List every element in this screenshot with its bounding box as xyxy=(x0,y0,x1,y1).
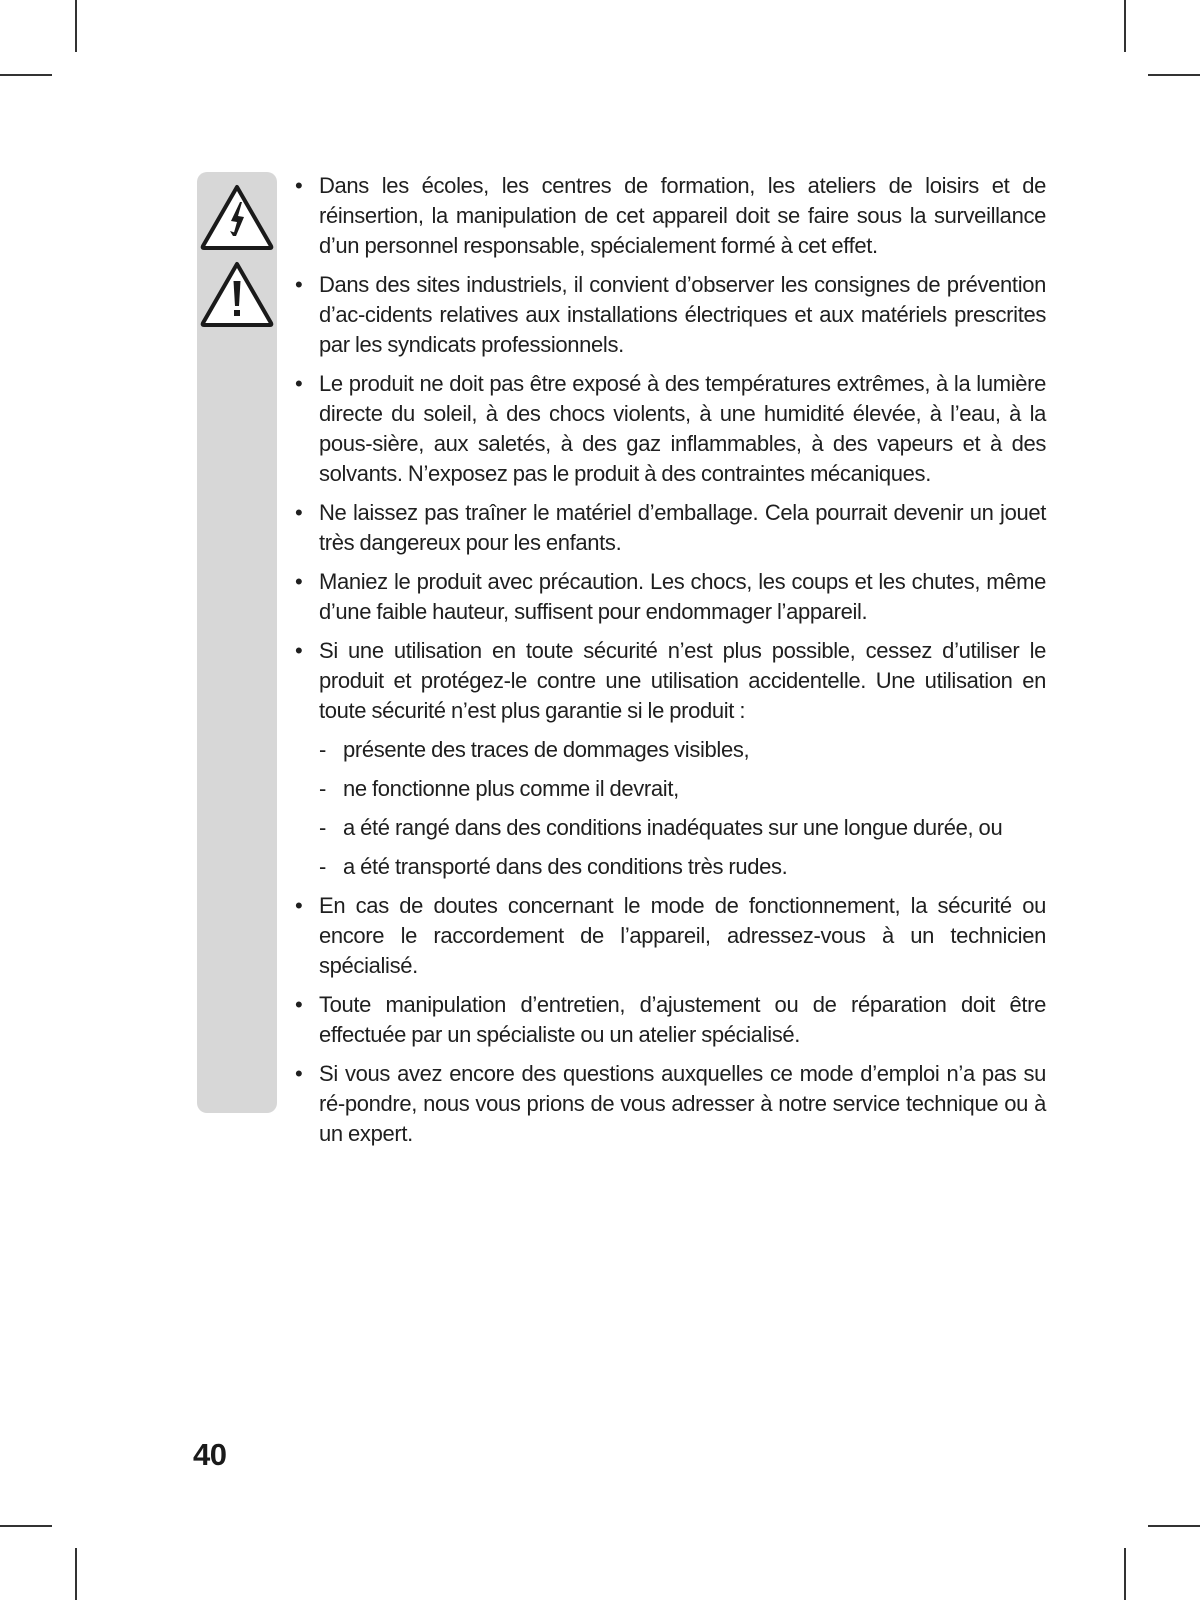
bullet-marker: • xyxy=(295,371,303,396)
crop-mark-top-right-horizontal xyxy=(1148,74,1200,76)
sub-list-item-text: a été transporté dans des conditions très rudes. xyxy=(343,854,788,879)
list-item xyxy=(292,636,1046,726)
bullet-marker: • xyxy=(295,500,303,525)
list-item-text: Si une utilisation en toute sécurité n’est plus possible, cessez d’utiliser le produit et protégez-le contre une utilisation accidentelle. Une utilisation en toute sécurité n’est plus garantie si le produit : xyxy=(319,638,1046,723)
dash-marker: - xyxy=(319,854,326,879)
crop-mark-bottom-right-horizontal xyxy=(1148,1525,1200,1527)
list-item-text: Si vous avez encore des questions auxquelles ce mode d’emploi n’a pas su ré-pondre, nous vous prions de vous adresser à notre service technique ou à un expert. xyxy=(319,1061,1046,1146)
sub-list-item xyxy=(292,852,1046,882)
bullet-marker: • xyxy=(295,1061,303,1086)
dash-marker: - xyxy=(319,737,326,762)
sub-list xyxy=(292,735,1046,882)
list-item-text: Ne laissez pas traîner le matériel d’emballage. Cela pourrait devenir un jouet très dangereux pour les enfants. xyxy=(319,500,1046,555)
bullet-marker: • xyxy=(295,893,303,918)
sub-list-item-text: a été rangé dans des conditions inadéquates sur une longue durée, ou xyxy=(343,815,1003,840)
crop-mark-bottom-left-vertical xyxy=(75,1548,77,1600)
list-item-text: Toute manipulation d’entretien, d’ajustement ou de réparation doit être effectuée par un spécialiste ou un atelier spécialisé. xyxy=(319,992,1046,1047)
list-item xyxy=(292,171,1046,261)
bullet-marker: • xyxy=(295,569,303,594)
warning-exclamation-icon xyxy=(200,261,274,327)
crop-mark-bottom-right-vertical xyxy=(1124,1548,1126,1600)
list-item-text: En cas de doutes concernant le mode de fonctionnement, la sécurité ou encore le raccordement de l’appareil, adressez-vous à un technicien spécialisé. xyxy=(319,893,1046,978)
sub-list-item-text: ne fonctionne plus comme il devrait, xyxy=(343,776,679,801)
list-item-text: Maniez le produit avec précaution. Les chocs, les coups et les chutes, même d’une faible hauteur, suffisent pour endommager l’appareil. xyxy=(319,569,1046,624)
page-number: 40 xyxy=(193,1437,227,1472)
bullet-marker: • xyxy=(295,272,303,297)
sub-list-item xyxy=(292,774,1046,804)
safety-instructions-list xyxy=(292,171,1046,1158)
list-item-text: Dans des sites industriels, il convient d’observer les consignes de prévention d’ac-cidents relatives aux installations électriques et aux matériels prescrites par les syndicats professionnels. xyxy=(319,272,1046,357)
sub-list-item xyxy=(292,735,1046,765)
list-item xyxy=(292,891,1046,981)
list-item xyxy=(292,567,1046,627)
crop-mark-bottom-left-horizontal xyxy=(0,1525,52,1527)
bullet-marker: • xyxy=(295,173,303,198)
list-item-text: Le produit ne doit pas être exposé à des températures extrêmes, à la lumière directe du soleil, à des chocs violents, à une humidité élevée, à l’eau, à la pous-sière, aux saletés, à des gaz inflammables, à des vapeurs et à des solvants. N’exposez pas le produit à des contraintes mécaniques. xyxy=(319,371,1046,486)
crop-mark-top-right-vertical xyxy=(1124,0,1126,52)
electric-hazard-icon xyxy=(200,184,274,250)
crop-mark-top-left-horizontal xyxy=(0,74,52,76)
crop-mark-top-left-vertical xyxy=(75,0,77,52)
list-item xyxy=(292,270,1046,360)
list-item xyxy=(292,1059,1046,1149)
sub-list-item-text: présente des traces de dommages visibles, xyxy=(343,737,750,762)
bullet-marker: • xyxy=(295,638,303,663)
dash-marker: - xyxy=(319,776,326,801)
list-item xyxy=(292,990,1046,1050)
list-item xyxy=(292,369,1046,489)
dash-marker: - xyxy=(319,815,326,840)
list-item-text: Dans les écoles, les centres de formation, les ateliers de loisirs et de réinsertion, la manipulation de cet appareil doit se faire sous la surveillance d’un personnel responsable, spécialement formé à cet effet. xyxy=(319,173,1046,258)
list-item xyxy=(292,498,1046,558)
sub-list-item xyxy=(292,813,1046,843)
warning-sidebar xyxy=(197,172,277,1113)
bullet-marker: • xyxy=(295,992,303,1017)
